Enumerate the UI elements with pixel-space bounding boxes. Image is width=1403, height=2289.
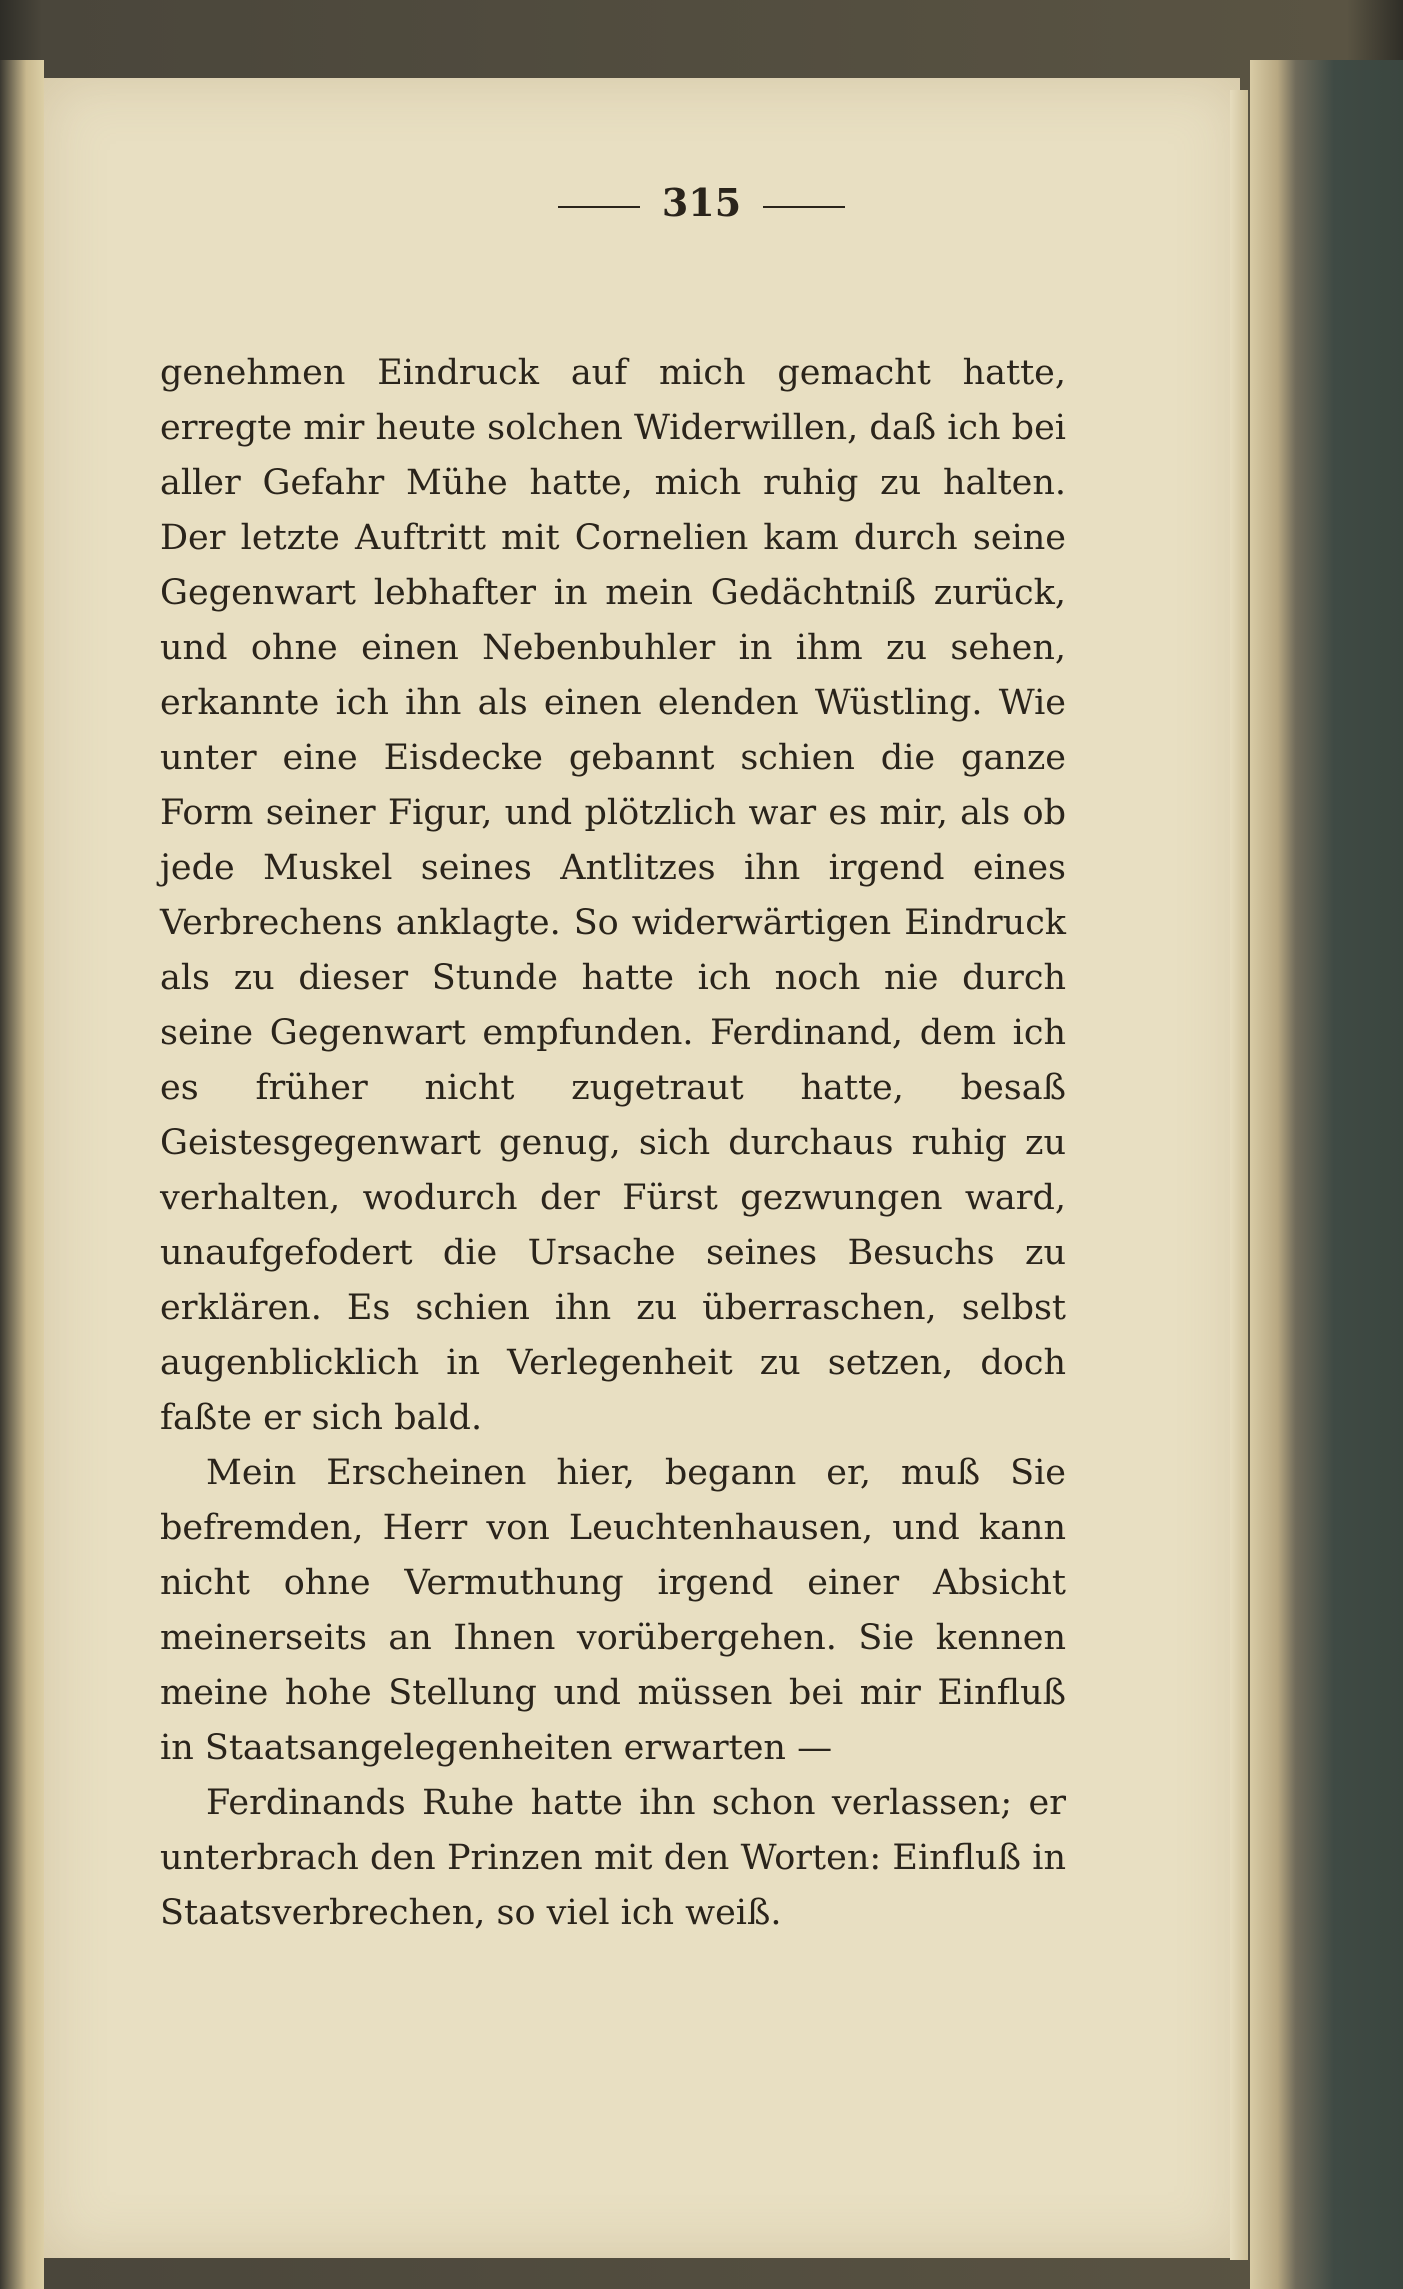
paragraph: Mein Erscheinen hier, begann er, muß Sie befremden, Herr von Leuchtenhausen, und kann nicht ohne Vermuthung irgend einer Absicht meinerseits an Ihnen vorübergehen. Sie kennen meine hohe Stellung und müssen bei mir Einfluß in Staatsangelegenheiten erwarten — bbox=[160, 1453, 1066, 1768]
book-cover-edge bbox=[1250, 60, 1403, 2289]
page-number: 315 bbox=[661, 180, 742, 225]
paragraph: Ferdinands Ruhe hatte ihn schon verlassen; er unterbrach den Prinzen mit den Worten: Einfluß in Staatsverbrechen, so viel ich weiß. bbox=[160, 1783, 1066, 1933]
header-rule-left bbox=[558, 206, 640, 208]
page-stack-edge bbox=[1230, 90, 1248, 2260]
header-rule-right bbox=[763, 206, 845, 208]
book-left-edge bbox=[0, 60, 44, 2289]
paragraph: genehmen Eindruck auf mich gemacht hatte, erregte mir heute solchen Widerwillen, daß ich bei aller Gefahr Mühe hatte, mich ruhig zu halten. Der letzte Auftritt mit Cornelien kam durch seine Gegenwart lebhafter in mein Gedächtniß zurück, und ohne einen Nebenbuhler in ihm zu sehen, erkannte ich ihn als einen elenden Wüstling. Wie unter eine Eisdecke gebannt schien die ganze Form seiner Figur, und plötzlich war es mir, als ob jede Muskel seines Antlitzes ihn irgend eines Verbrechens anklagte. So widerwärtigen Eindruck als zu dieser Stunde hatte ich noch nie durch seine Gegenwart empfunden. Ferdinand, dem ich es früher nicht zugetraut hatte, besaß Geistesgegenwart genug, sich durchaus ruhig zu verhalten, wodurch der Fürst gezwungen ward, unaufgefodert die Ursache seines Besuchs zu erklären. Es schien ihn zu überraschen, selbst augenblicklich in Verlegenheit zu setzen, doch faßte er sich bald. bbox=[160, 353, 1066, 1438]
page-header bbox=[0, 180, 1403, 225]
body-text bbox=[160, 346, 1066, 1941]
